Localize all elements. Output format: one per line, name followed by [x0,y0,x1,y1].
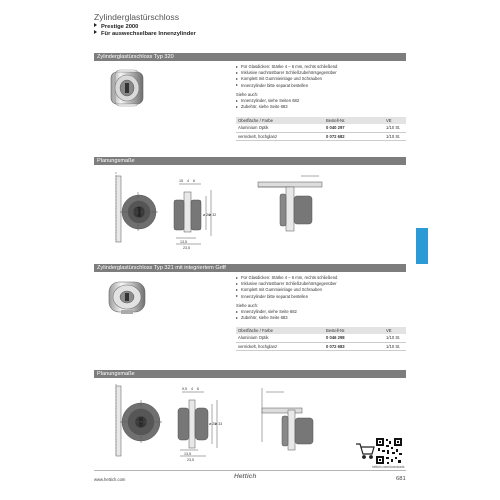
triangle-bullet-icon [94,23,97,27]
bullet-list-typ-320 [236,64,406,110]
triangle-bullet-icon [94,30,97,34]
dimension-label: 13,5 [184,452,191,456]
table-cell: 0 046 298 [324,334,384,342]
table-cell: 1/10 St. [384,342,406,350]
table-cell: 0 040 297 [324,124,384,132]
table-cell: Aluminium Optik [236,124,324,132]
section-bar-typ-321: Zylinderglastürschloss Typ 321 mit integriertem Griff [94,264,406,272]
column-header: VE [384,117,406,124]
table-cell: vernickelt, hochglanz [236,132,324,140]
lock-with-handle-product-image [97,276,157,320]
dimension-label: 13,5 [180,240,187,244]
table-row [236,334,406,342]
dimension-label: 23,5 [183,246,190,250]
table-header-row [236,327,406,334]
dimension-label: ø 32 [209,213,217,217]
table-cell: 0 072 683 [324,342,384,350]
section-bar-typ-320: Zylinderglastürschloss Typ 320 [94,53,406,61]
see-also-item: Innenzylinder, siehe Seiten 682 [236,98,406,104]
planning-bar-2: Planungsmaße [94,370,406,378]
table-row [236,124,406,132]
qr-code-block [354,436,406,466]
planning-bar-1: Planungsmaße [94,157,406,165]
dimension-label: 6 [193,179,195,183]
see-also-label: Siehe auch: [236,91,259,97]
dimension-label: 15 [179,179,183,183]
page-title: Zylinderglastürschloss [94,12,180,22]
see-also-item: Zubehör, siehe Seite 683 [236,104,406,110]
technical-drawing-1 [94,170,406,250]
dimension-label: 4 [191,387,193,391]
bullet-item: Innenzylinder bitte separat bestellen [236,83,406,89]
bullet-item: Komplett mit Gummieinlage und Schrauben [236,76,406,82]
table-cell: 1/10 St. [384,132,406,140]
dimension-label: 6 [197,387,199,391]
dimension-label: ø 26 [203,213,211,217]
page-number: 681 [396,476,406,482]
bullet-item: Für Glasdicken: Stärke 4 – 6 mm, rechts schließend [236,64,406,70]
see-also-label: Siehe auch: [236,302,259,308]
dimension-label: 9,5 [182,387,187,391]
table-cell: 1/10 St. [384,334,406,342]
hettich-logo: Hettich [234,473,257,480]
dimension-label: ø 33 [215,422,223,426]
chapter-side-tab [416,228,428,264]
table-cell: 1/10 St. [384,124,406,132]
order-table-typ-321 [236,327,406,351]
table-cell: Aluminium Optik [236,334,324,342]
bullet-item: Inklusive nachrüstbarer Schließzubehörsgegenüber [236,70,406,76]
see-also-item: Innenzylinder, siehe Seite 682 [236,309,406,315]
table-cell: 0 072 682 [324,132,384,140]
table-header-row [236,117,406,124]
subtitle-1-text: Prestige 2000 [101,24,139,30]
dimension-label: 4 [187,179,189,183]
shopping-cart-icon [356,444,374,458]
column-header: VE [384,327,406,334]
dimension-label: ø 25 [209,422,217,426]
dimension-label: 23,5 [187,458,194,462]
subtitle-1 [94,23,138,30]
qr-caption: hettich.com/downloads [372,465,405,469]
footer-divider [94,470,406,471]
qr-code-icon [376,438,402,464]
column-header: Oberfläche / Farbe [236,117,324,124]
table-row [236,132,406,140]
bullet-item: Inklusive nachrüstbarer Schließzubehörsgegenüber [236,281,406,287]
order-table-typ-320 [236,117,406,141]
bullet-item: Für Glasdicken: Stärke 4 – 6 mm, rechts schließend [236,275,406,281]
column-header: Bestell-Nr. [324,327,384,334]
footer-url[interactable]: www.hettich.com [94,477,126,482]
lock-product-image [97,66,157,110]
column-header: Oberfläche / Farbe [236,327,324,334]
table-cell: vernickelt, hochglanz [236,342,324,350]
bullet-item: Innenzylinder bitte separat bestellen [236,294,406,300]
table-row [236,342,406,350]
see-also-item: Zubehör, siehe Seite 683 [236,315,406,321]
subtitle-2-text: Für auswechselbare Innenzylinder [101,31,196,37]
bullet-item: Komplett mit Gummieinlage und Schrauben [236,287,406,293]
bullet-list-typ-321 [236,275,406,321]
column-header: Bestell-Nr. [324,117,384,124]
subtitle-2 [94,30,196,37]
